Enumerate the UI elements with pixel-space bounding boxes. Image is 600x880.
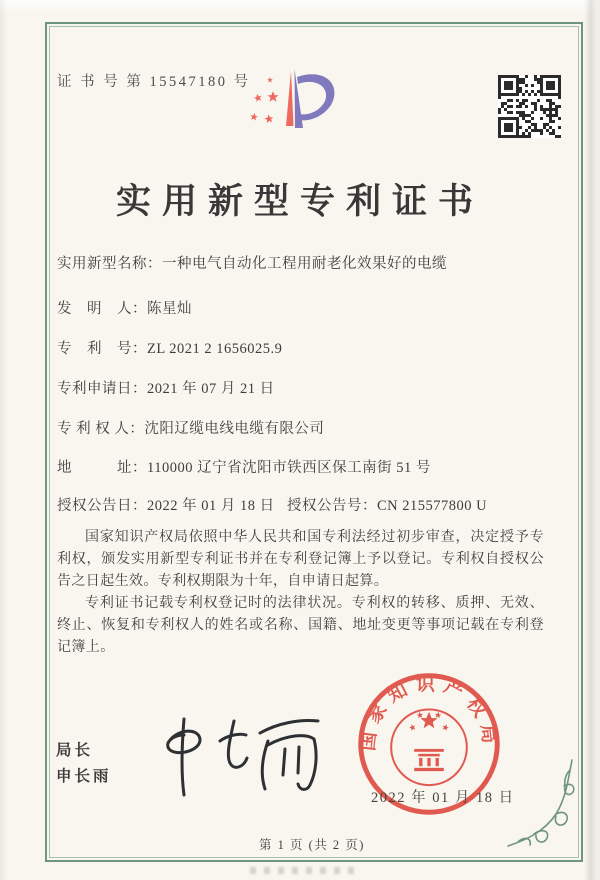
page-number: 第 1 页 (共 2 页) (259, 838, 365, 852)
field-value: ZL 2021 2 1656025.9 (147, 341, 283, 357)
qr-code (498, 75, 561, 138)
field-row-grant (57, 494, 562, 515)
field-value: 陈星灿 (147, 301, 192, 317)
field-value: 2021 年 07 月 21 日 (147, 381, 275, 397)
field-label: 实用新型名称： (57, 256, 162, 272)
seal-date: 2022 年 01 月 18 日 (371, 790, 515, 806)
field-value: 沈阳辽缆电线电缆有限公司 (144, 421, 325, 437)
national-emblem-icon (408, 711, 449, 771)
field-row-inventor (57, 297, 562, 318)
scan-edge-right (584, 0, 600, 880)
director-signature (148, 710, 328, 800)
grant-number-pair (287, 494, 487, 515)
field-label: 地 址： (57, 460, 147, 476)
next-page-smudge (250, 867, 362, 874)
logo-stars-icon (250, 77, 279, 123)
paragraph-grant-statement: 国家知识产权局依照中华人民共和国专利法经过初步审查，决定授予专利权，颁发实用新型专利证书并在专利登记簿上予以登记。专利权自授权公告之日起生效。专利权期限为十年，自申请日起算。 (57, 530, 544, 589)
field-row-patentee (57, 417, 562, 438)
field-label: 专 利 号： (57, 341, 147, 357)
director-name: 申长雨 (56, 768, 112, 785)
field-row-patent-number (57, 337, 562, 358)
field-row-name (57, 252, 562, 273)
field-value: 110000 辽宁省沈阳市铁西区保工南街 51 号 (147, 460, 431, 476)
field-label: 专利申请日： (57, 381, 147, 397)
paragraph-register-statement: 专利证书记载专利权登记时的法律状况。专利权的转移、质押、无效、终止、恢复和专利权人的姓名或名称、国籍、地址变更等事项记载在专利登记簿上。 (57, 596, 544, 655)
field-label: 专 利 权 人： (57, 421, 145, 437)
field-value: 一种电气自动化工程用耐老化效果好的电缆 (162, 256, 447, 272)
field-row-address (57, 456, 562, 477)
field-row-filing-date (57, 377, 562, 398)
seal-text: 国家知识产权局 (357, 674, 501, 752)
field-label: 授权公告日： (57, 498, 147, 514)
director-title: 局长 (56, 742, 94, 759)
field-value: 2022 年 01 月 18 日 (147, 498, 275, 514)
field-value: CN 215577800 U (377, 498, 488, 514)
field-label: 授权公告号： (287, 498, 377, 514)
cnipa-ip-logo-icon (246, 64, 348, 158)
legal-paragraphs (57, 527, 544, 659)
certificate-number: 证 书 号 第 15547180 号 (57, 74, 251, 90)
director-signoff (56, 738, 112, 790)
field-label: 发 明 人： (57, 301, 147, 317)
scan-edge-top (0, 0, 600, 14)
scan-edge-left (0, 0, 8, 880)
certificate-title: 实用新型专利证书 (115, 182, 484, 221)
